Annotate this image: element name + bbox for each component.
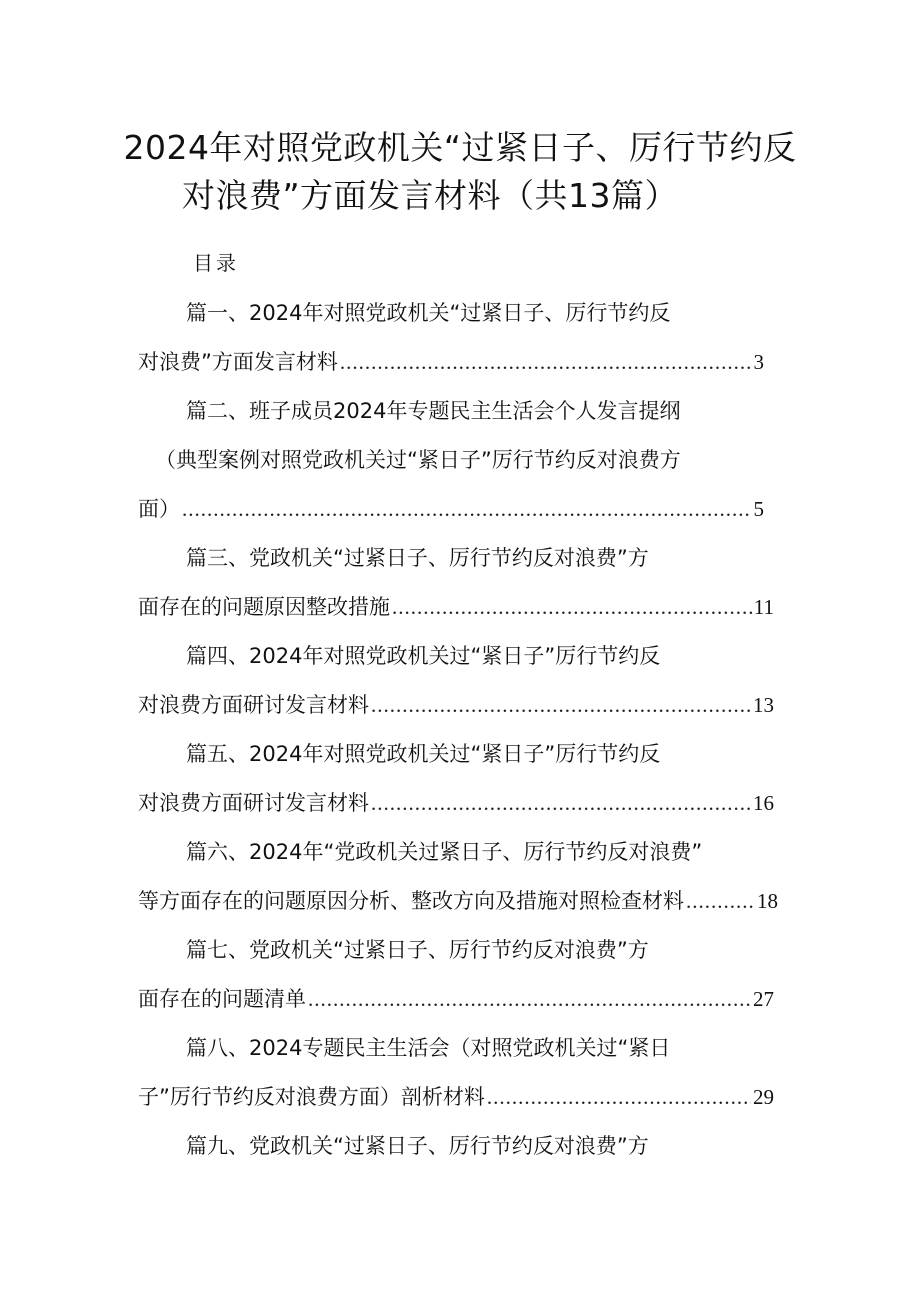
toc-entry-7-last-line[interactable] [138, 984, 774, 1014]
toc-entry-8-page: 29 [753, 1085, 774, 1109]
toc-entry-2-line-2[interactable]: （典型案例对照党政机关过“紧日子”厉行节约反对浪费方 [155, 448, 681, 472]
toc-entry-4-text: 对浪费方面研讨发言材料 [138, 693, 369, 717]
toc-entry-5-line-1[interactable]: 篇五、2024年对照党政机关过“紧日子”厉行节约反 [186, 742, 661, 766]
toc-entry-1-page: 3 [753, 350, 764, 374]
toc-leader-dots [392, 592, 752, 622]
toc-entry-7-line-1[interactable]: 篇七、党政机关“过紧日子、厉行节约反对浪费”方 [186, 938, 649, 962]
toc-leader-dots [686, 886, 755, 916]
toc-entry-5-page: 16 [753, 791, 774, 815]
toc-leader-dots [371, 788, 751, 818]
toc-heading: 目录 [193, 251, 239, 275]
toc-leader-dots [340, 347, 752, 377]
toc-entry-6-last-line[interactable] [138, 886, 778, 916]
toc-entry-1-text: 对浪费”方面发言材料 [138, 350, 338, 374]
toc-entry-3-line-1[interactable]: 篇三、党政机关“过紧日子、厉行节约反对浪费”方 [186, 546, 649, 570]
toc-entry-2-last-line[interactable] [138, 494, 764, 524]
toc-entry-1-line-1[interactable]: 篇一、2024年对照党政机关“过紧日子、厉行节约反 [186, 301, 671, 325]
toc-entry-3-text: 面存在的问题原因整改措施 [138, 595, 390, 619]
document-title-line-1: 2024年对照党政机关“过紧日子、厉行节约反 [123, 128, 797, 167]
toc-entry-7-text: 面存在的问题清单 [138, 987, 306, 1011]
toc-entry-2-line-1[interactable]: 篇二、班子成员2024年专题民主生活会个人发言提纲 [186, 399, 681, 423]
toc-entry-4-line-1[interactable]: 篇四、2024年对照党政机关过“紧日子”厉行节约反 [186, 644, 661, 668]
toc-leader-dots [308, 984, 751, 1014]
toc-entry-3-last-line[interactable] [138, 592, 774, 622]
toc-entry-2-text: 面） [138, 497, 180, 521]
toc-leader-dots [371, 690, 751, 720]
document-title-line-2: 对浪费”方面发言材料（共13篇） [181, 176, 679, 215]
toc-entry-3-page: 11 [753, 595, 774, 619]
toc-entry-5-last-line[interactable] [138, 788, 774, 818]
toc-leader-dots [182, 494, 752, 524]
toc-entry-5-text: 对浪费方面研讨发言材料 [138, 791, 369, 815]
toc-entry-4-page: 13 [753, 693, 774, 717]
toc-entry-7-page: 27 [753, 987, 774, 1011]
toc-entry-6-text: 等方面存在的问题原因分析、整改方向及措施对照检查材料 [138, 889, 684, 913]
toc-entry-8-line-1[interactable]: 篇八、2024专题民主生活会（对照党政机关过“紧日 [186, 1036, 671, 1060]
toc-entry-8-last-line[interactable] [138, 1082, 774, 1112]
toc-entry-9-line-1[interactable]: 篇九、党政机关“过紧日子、厉行节约反对浪费”方 [186, 1134, 649, 1158]
toc-leader-dots [487, 1082, 751, 1112]
toc-entry-6-page: 18 [757, 889, 778, 913]
toc-entry-6-line-1[interactable]: 篇六、2024年“党政机关过紧日子、厉行节约反对浪费” [186, 840, 703, 864]
toc-entry-4-last-line[interactable] [138, 690, 774, 720]
toc-entry-8-text: 子”厉行节约反对浪费方面）剖析材料 [138, 1085, 485, 1109]
toc-entry-2-page: 5 [753, 497, 764, 521]
toc-entry-1-last-line[interactable] [138, 347, 764, 377]
